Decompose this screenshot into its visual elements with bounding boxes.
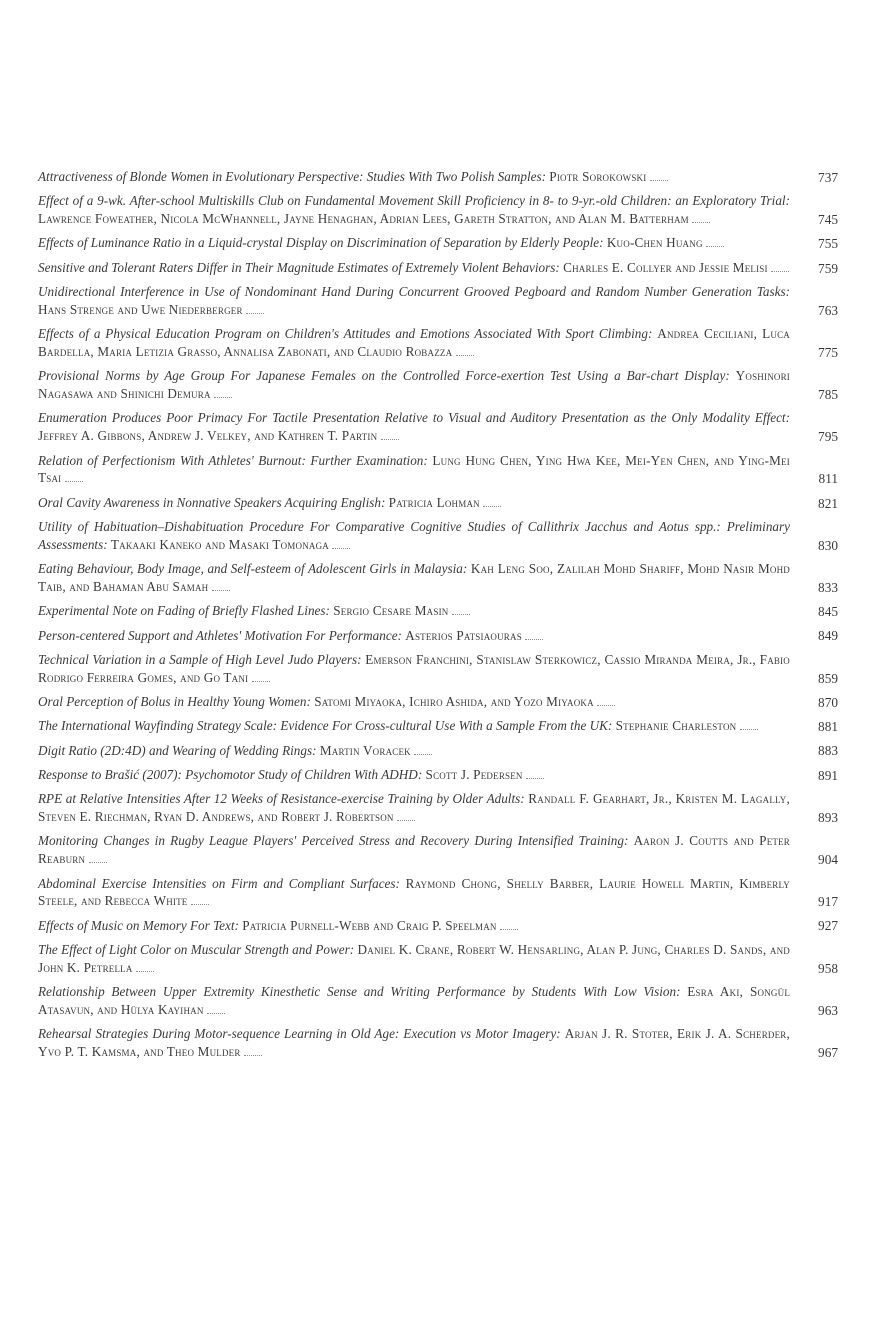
toc-entry-text — [38, 717, 796, 735]
toc-entry-authors: Martin Voracek — [319, 742, 411, 758]
toc-entry[interactable] — [38, 518, 838, 554]
toc-entry-text — [38, 283, 796, 319]
toc-entry-page-number: 745 — [818, 211, 838, 227]
toc-entry-page-number: 967 — [818, 1044, 838, 1060]
toc-entry-authors: Andrea Ceciliani, Luca Bardella, Maria Letizia Grasso, Annalisa Zabonati, and Claudio Robazza — [38, 326, 791, 359]
toc-entry-text — [38, 766, 796, 784]
toc-entry-title: Effects of Luminance Ratio in a Liquid-crystal Display on Discrimination of Separation by Elderly People: — [38, 235, 604, 251]
toc-entry-title: Unidirectional Interference in Use of Nondominant Hand During Concurrent Grooved Pegboard and Random Number Generation Tasks: — [38, 284, 790, 300]
toc-entry-page-number: 891 — [818, 767, 838, 783]
dot-leader — [597, 696, 615, 707]
toc-entry[interactable] — [38, 1025, 838, 1061]
toc-entry-page-number: 830 — [818, 537, 838, 553]
dot-leader — [252, 671, 270, 682]
toc-entry[interactable] — [38, 875, 838, 911]
toc-entry-title: The Effect of Light Color on Muscular Strength and Power: — [38, 941, 355, 957]
toc-entry-title: Oral Perception of Bolus in Healthy Young Women: — [38, 694, 311, 709]
toc-entry-text — [38, 941, 796, 977]
toc-entry-text — [38, 651, 796, 687]
toc-entry[interactable] — [38, 983, 838, 1019]
toc-entry-text — [38, 832, 796, 868]
dot-leader — [212, 580, 230, 591]
dot-leader — [214, 388, 232, 399]
toc-entry[interactable] — [38, 832, 838, 868]
toc-entry-page-number: 755 — [818, 236, 838, 252]
dot-leader — [332, 538, 350, 549]
toc-entry[interactable] — [38, 494, 838, 512]
dot-leader — [483, 496, 501, 507]
toc-entry-page-number: 859 — [818, 670, 838, 686]
toc-entry[interactable] — [38, 917, 838, 935]
toc-entry-page-number: 917 — [818, 894, 838, 910]
toc-entry-page-number: 833 — [818, 579, 838, 595]
toc-entry[interactable] — [38, 941, 838, 977]
toc-entry-authors: Sergio Cesare Masin — [333, 603, 449, 619]
toc-entry[interactable] — [38, 283, 838, 319]
toc-entry-text — [38, 693, 796, 711]
toc-entry[interactable] — [38, 192, 838, 228]
toc-entry-page-number: 849 — [818, 628, 838, 644]
toc-entry[interactable] — [38, 452, 838, 488]
dot-leader — [771, 261, 789, 272]
toc-entry-title: Effects of a Physical Education Program on Children's Attitudes and Emotions Associated With Sport Climbing: — [38, 326, 653, 342]
toc-entry-authors: Yoshinori Nagasawa and Shinichi Demura — [38, 368, 790, 402]
toc-entry-page-number: 893 — [818, 809, 838, 825]
toc-entry-authors: Takaaki Kaneko and Masaki Tomonaga — [110, 536, 330, 552]
toc-entry-text — [38, 790, 796, 826]
dot-leader — [191, 895, 209, 906]
toc-entry-title: Technical Variation in a Sample of High Level Judo Players: — [38, 651, 362, 667]
toc-entry-authors: Hans Strenge and Uwe Niederberger — [38, 301, 243, 317]
toc-entry-page-number: 737 — [818, 169, 838, 185]
toc-entry-text — [38, 452, 796, 488]
toc-entry-page-number: 963 — [818, 1002, 838, 1018]
toc-entry[interactable] — [38, 409, 838, 445]
dot-leader — [500, 919, 518, 930]
toc-entry[interactable] — [38, 790, 838, 826]
toc-entry-authors: Jeffrey A. Gibbons, Andrew J. Velkey, and Kathren T. Partin — [38, 428, 378, 444]
toc-entry-page-number: 775 — [818, 344, 838, 360]
toc-entry[interactable] — [38, 259, 838, 277]
toc-entry-authors: Satomi Miyaoka, Ichiro Ashida, and Yozo Miyaoka — [314, 694, 594, 709]
toc-entry[interactable] — [38, 325, 838, 361]
toc-entry-authors: Patricia Purnell-Webb and Craig P. Speelman — [242, 917, 497, 933]
toc-entry-authors: Daniel K. Crane, Robert W. Hensarling, Alan P. Jung, Charles D. Sands, and John K. Petrella — [38, 941, 790, 975]
toc-entry-title: Abdominal Exercise Intensities on Firm and Compliant Surfaces: — [38, 875, 400, 891]
toc-entry[interactable] — [38, 560, 838, 596]
toc-entry-authors: Asterios Patsiaouras — [405, 627, 522, 643]
toc-entry-title: Effects of Music on Memory For Text: — [38, 917, 239, 933]
toc-entry-authors: Charles E. Collyer and Jessie Melisi — [563, 259, 768, 275]
toc-entry-page-number: 845 — [818, 604, 838, 620]
toc-entry-page-number: 904 — [818, 852, 838, 867]
toc-entry-title: Eating Behaviour, Body Image, and Self-esteem of Adolescent Girls in Malaysia: — [38, 561, 468, 577]
toc-entry-authors: Emerson Franchini, Stanislaw Sterkowicz, Cassio Miranda Meira, Jr., Fabio Rodrigo Ferreira Gomes, and Go Tani — [38, 651, 791, 685]
toc-entry-title: RPE at Relative Intensities After 12 Weeks of Resistance-exercise Training by Older Adults: — [38, 791, 525, 807]
toc-entry-title: Attractiveness of Blonde Women in Evolutionary Perspective: Studies With Two Polish Samples: — [38, 169, 546, 184]
toc-entry-title: Rehearsal Strategies During Motor-sequence Learning in Old Age: Execution vs Motor Imagery: — [38, 1026, 561, 1042]
toc-entry-page-number: 883 — [818, 743, 838, 759]
dot-leader — [526, 768, 544, 779]
toc-entry-text — [38, 325, 796, 361]
toc-entry-page-number: 795 — [818, 429, 838, 445]
toc-entry-text — [38, 192, 796, 228]
toc-entry-authors: Esra Aki, Songül Atasavun, and Hülya Kayihan — [38, 984, 791, 1017]
toc-entry-page-number: 821 — [818, 495, 838, 511]
toc-entry-text — [38, 602, 796, 620]
dot-leader — [740, 720, 758, 731]
dot-leader — [207, 1003, 225, 1014]
toc-entry-text — [38, 409, 796, 445]
toc-entry[interactable] — [38, 234, 838, 252]
toc-entry[interactable] — [38, 766, 838, 784]
dot-leader — [65, 472, 83, 483]
toc-entry-authors: Raymond Chong, Shelly Barber, Laurie Howell Martin, Kimberly Steele, and Rebecca White — [38, 875, 791, 909]
dot-leader — [692, 213, 710, 224]
toc-entry-page-number: 759 — [818, 260, 838, 276]
toc-entry-authors: Randall F. Gearhart, Jr., Kristen M. Lagally, Steven E. Riechman, Ryan D. Andrews, and Robert J. Robertson — [38, 791, 791, 825]
toc-entry-title: Effect of a 9-wk. After-school Multiskills Club on Fundamental Movement Skill Proficiency in 8- to 9-yr.-old Children: an Exploratory Trial: — [38, 193, 790, 209]
toc-entry-authors: Lung Hung Chen, Ying Hwa Kee, Mei-Yen Chen, and Ying-Mei Tsai — [38, 452, 791, 486]
toc-entry-text — [38, 367, 796, 403]
toc-entry-text — [38, 518, 796, 554]
dot-leader — [414, 744, 432, 755]
toc-entry-authors: Scott J. Pedersen — [425, 766, 523, 782]
toc-entry-title: Person-centered Support and Athletes' Motivation For Performance: — [38, 627, 402, 643]
toc-entry-text — [38, 983, 796, 1019]
toc-entry-page-number: 785 — [818, 386, 838, 402]
toc-entry-title: Response to Brašić (2007): Psychomotor Study of Children With ADHD: — [38, 766, 423, 782]
toc-entry-text — [38, 234, 796, 252]
toc-entry-authors: Arjan J. R. Stoter, Erik J. A. Scherder, Yvo P. T. Kamsma, and Theo Mulder — [38, 1026, 790, 1059]
toc-entry-title: Utility of Habituation–Dishabituation Procedure For Comparative Cognitive Studies of Callithrix Jacchus and Aotus spp.: Preliminary Assessments: — [38, 519, 790, 552]
toc-entry-authors: Patricia Lohman — [388, 494, 480, 510]
toc-entry-text — [38, 875, 796, 911]
dot-leader — [650, 171, 668, 182]
toc-entry-text — [38, 742, 796, 760]
dot-leader — [452, 605, 470, 616]
toc-entry[interactable] — [38, 602, 838, 620]
toc-entry-authors: Kah Leng Soo, Zalilah Mohd Shariff, Mohd Nasir Mohd Taib, and Bahaman Abu Samah — [38, 561, 791, 594]
toc-entry-title: Enumeration Produces Poor Primacy For Tactile Presentation Relative to Visual and Auditory Presentation as the Only Modality Effect: — [38, 410, 790, 426]
toc-entry-title: Experimental Note on Fading of Briefly Flashed Lines: — [38, 603, 330, 619]
toc-entry-title: Provisional Norms by Age Group For Japanese Females on the Controlled Force-exertion Test Using a Bar-chart Display: — [38, 368, 730, 384]
toc-entry-authors: Piotr Sorokowski — [549, 169, 647, 184]
toc-entry-text — [38, 259, 796, 277]
toc-entry-text — [38, 1025, 796, 1061]
toc-entry-title: Relation of Perfectionism With Athletes' Burnout: Further Examination: — [38, 452, 428, 468]
toc-entry-title: The International Wayfinding Strategy Scale: Evidence For Cross-cultural Use With a Sample From the UK: — [38, 718, 613, 734]
toc-entry-authors: Lawrence Foweather, Nicola McWhannell, Jayne Henaghan, Adrian Lees, Gareth Stratton, and Alan M. Batterham — [38, 211, 689, 227]
toc-entry-page-number: 811 — [818, 471, 838, 487]
toc-entry[interactable] — [38, 651, 838, 687]
dot-leader — [244, 1046, 262, 1057]
toc-entry-text — [38, 494, 796, 512]
toc-entry-text — [38, 560, 796, 596]
toc-entry-title: Monitoring Changes in Rugby League Players' Perceived Stress and Recovery During Intensified Training: — [38, 833, 629, 849]
toc-entry[interactable] — [38, 693, 838, 711]
toc-entry[interactable] — [38, 742, 838, 760]
toc-entry[interactable] — [38, 717, 838, 735]
toc-entry[interactable] — [38, 627, 838, 645]
dot-leader — [525, 629, 543, 640]
dot-leader — [246, 303, 264, 314]
dot-leader — [456, 346, 474, 357]
toc-entry[interactable] — [38, 367, 838, 403]
dot-leader — [706, 237, 724, 248]
toc-entry-title: Sensitive and Tolerant Raters Differ in Their Magnitude Estimates of Extremely Violent Behaviors: — [38, 259, 560, 275]
toc-entry-page-number: 958 — [818, 960, 838, 976]
toc-entry-text — [38, 168, 796, 186]
toc-entry-authors: Stephanie Charleston — [615, 718, 737, 734]
toc-entry-authors: Aaron J. Coutts and Peter Reaburn — [38, 833, 791, 867]
dot-leader — [397, 811, 415, 822]
dot-leader — [381, 430, 399, 441]
toc-entry-page-number: 927 — [818, 918, 838, 934]
toc-entry-title: Relationship Between Upper Extremity Kinesthetic Sense and Writing Performance by Students With Low Vision: — [38, 984, 681, 1000]
toc-entry-text — [38, 917, 796, 935]
toc-entry-authors: Kuo-Chen Huang — [606, 235, 703, 251]
toc-entry-title: Digit Ratio (2D:4D) and Wearing of Wedding Rings: — [38, 742, 317, 758]
toc-entry-title: Oral Cavity Awareness in Nonnative Speakers Acquiring English: — [38, 494, 386, 510]
toc-entry-page-number: 870 — [818, 694, 838, 710]
table-of-contents — [38, 168, 838, 1067]
dot-leader — [89, 853, 107, 864]
toc-entry[interactable] — [38, 168, 838, 186]
toc-entry-text — [38, 627, 796, 645]
toc-entry-page-number: 881 — [818, 719, 838, 735]
dot-leader — [136, 961, 154, 972]
toc-entry-page-number: 763 — [818, 302, 838, 318]
